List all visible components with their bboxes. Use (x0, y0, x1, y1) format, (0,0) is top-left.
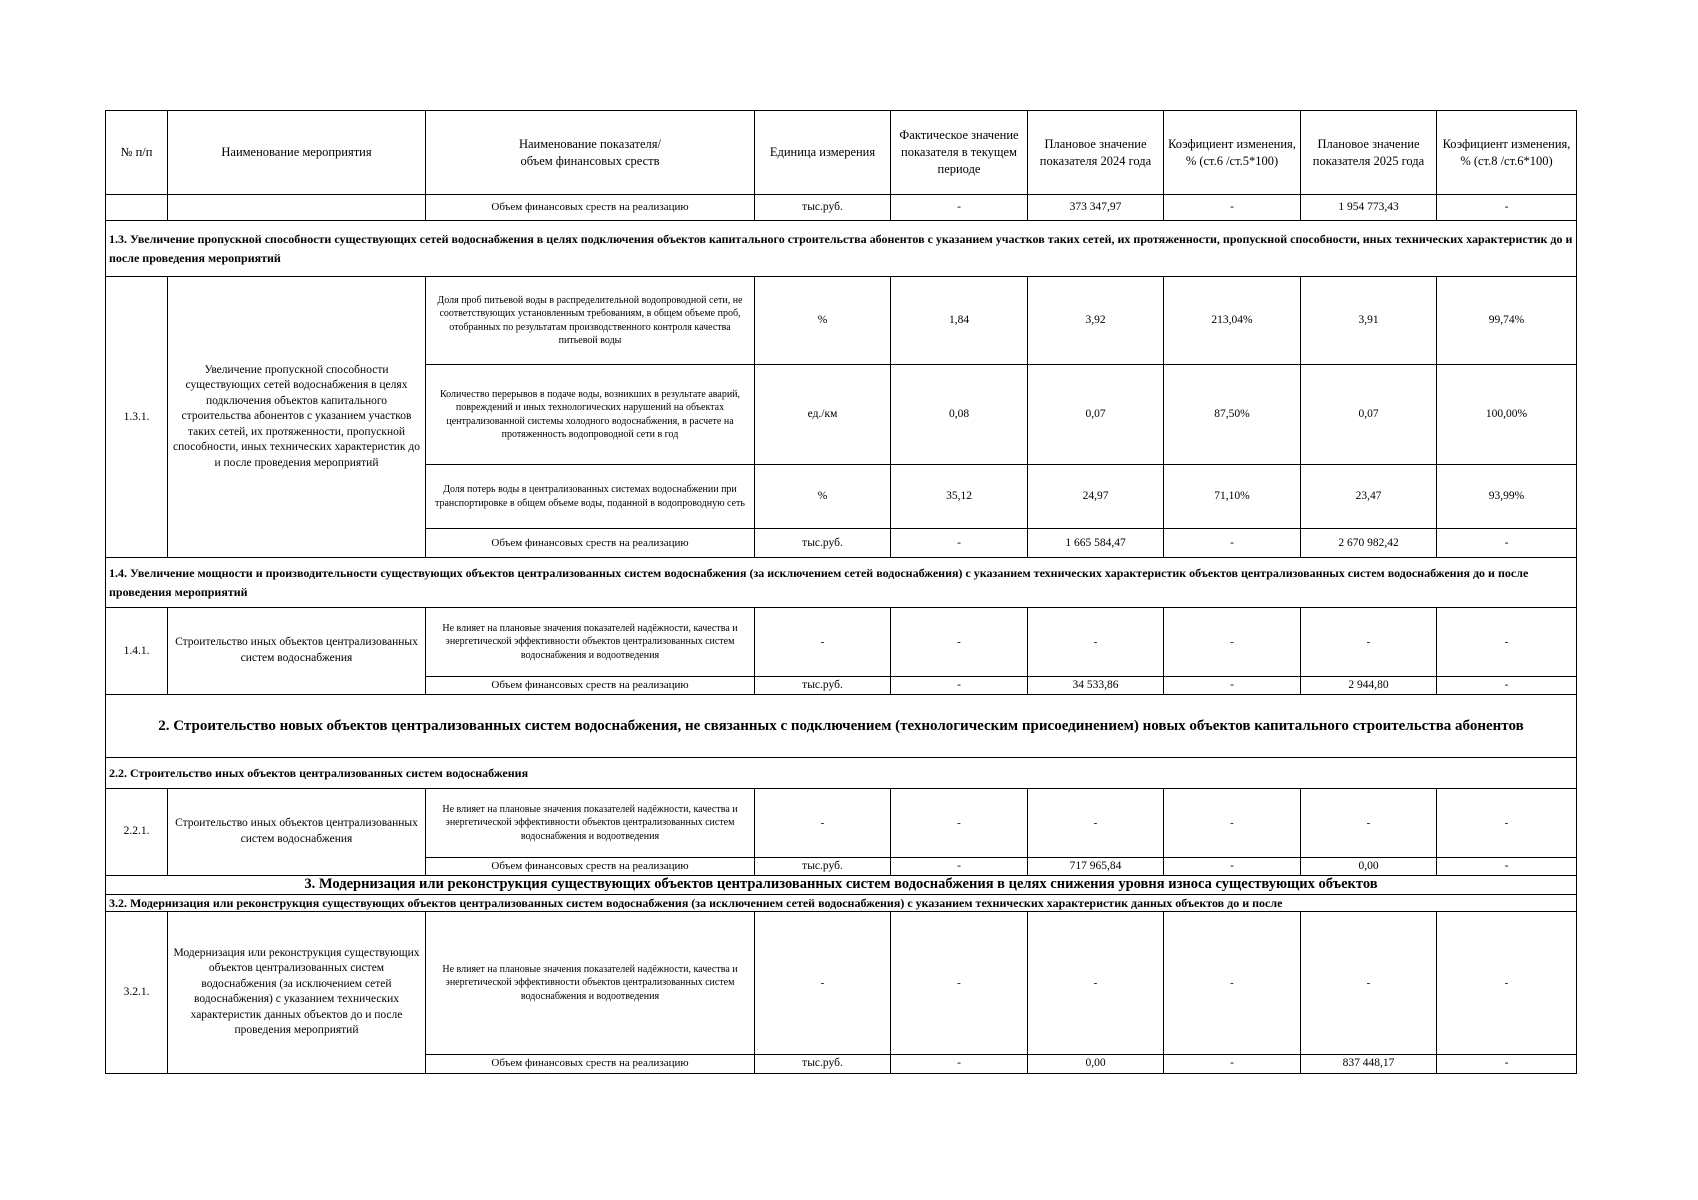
cell-indicator: Не влияет на плановые значения показателей надёжности, качества и энергетической эффективности объектов централизованных систем водоснабжения и водоотведения (426, 911, 755, 1054)
cell-indicator: Количество перерывов в подаче воды, возникших в результате аварий, повреждений и иных технологических нарушений на объектах централизованной системы холодного водоснабжения, в расчете на протяженность водопроводной сети в год (426, 365, 755, 465)
cell-plan-2025: - (1301, 911, 1437, 1054)
cell-actual: 0,08 (891, 365, 1028, 465)
cell-coef-1: - (1164, 788, 1301, 857)
cell-coef-1: - (1164, 529, 1301, 558)
cell-unit: - (755, 911, 891, 1054)
header-plan-2024: Плановое значение показателя 2024 года (1028, 111, 1164, 195)
item-number: 2.2.1. (106, 788, 168, 875)
header-coef-1: Коэфициент изменения, % (ст.6 /ст.5*100) (1164, 111, 1301, 195)
cell-plan-2024: 373 347,97 (1028, 195, 1164, 221)
item-activity: Строительство иных объектов централизованных систем водоснабжения (168, 788, 426, 875)
cell-actual: - (891, 677, 1028, 695)
section-row (106, 558, 1577, 608)
cell-actual: - (891, 529, 1028, 558)
cell-unit: ед./км (755, 365, 891, 465)
cell-coef-1: - (1164, 857, 1301, 875)
table-row (106, 911, 1577, 1054)
cell-coef-2: - (1437, 608, 1577, 677)
cell-actual: - (891, 788, 1028, 857)
cell-plan-2025: 1 954 773,43 (1301, 195, 1437, 221)
cell-plan-2024: 717 965,84 (1028, 857, 1164, 875)
cell-plan-2025: - (1301, 608, 1437, 677)
cell-plan-2025: 0,00 (1301, 857, 1437, 875)
cell-coef-2: - (1437, 529, 1577, 558)
cell-plan-2025: 2 670 982,42 (1301, 529, 1437, 558)
cell-coef-1: - (1164, 195, 1301, 221)
cell-unit: - (755, 788, 891, 857)
report-sheet (105, 110, 1576, 1074)
cell-coef-1: - (1164, 911, 1301, 1054)
cell-coef-2: - (1437, 788, 1577, 857)
section-row (106, 757, 1577, 788)
section-heading-2-2: 2.2. Строительство иных объектов централизованных систем водоснабжения (106, 757, 1577, 788)
item-number: 3.2.1. (106, 911, 168, 1073)
cell-indicator: Объем финансовых среств на реализацию (426, 195, 755, 221)
cell-indicator: Объем финансовых среств на реализацию (426, 529, 755, 558)
header-coef-2: Коэфициент изменения, % (ст.8 /ст.6*100) (1437, 111, 1577, 195)
item-number: 1.4.1. (106, 608, 168, 695)
item-activity: Строительство иных объектов централизованных систем водоснабжения (168, 608, 426, 695)
cell-plan-2024: - (1028, 788, 1164, 857)
cell-unit: тыс.руб. (755, 677, 891, 695)
cell-actual: - (891, 1054, 1028, 1073)
cell-plan-2024: 0,00 (1028, 1054, 1164, 1073)
cell-coef-2: 99,74% (1437, 277, 1577, 365)
cell-actual: - (891, 857, 1028, 875)
cell-plan-2025: 23,47 (1301, 465, 1437, 529)
section-row (106, 221, 1577, 277)
header-indicator: Наименование показателя/ объем финансовых среств (426, 111, 755, 195)
section-row (106, 875, 1577, 894)
cell-plan-2024: - (1028, 911, 1164, 1054)
cell-coef-1: 71,10% (1164, 465, 1301, 529)
cell-unit: тыс.руб. (755, 1054, 891, 1073)
cell-unit: тыс.руб. (755, 529, 891, 558)
cell-plan-2025: - (1301, 788, 1437, 857)
item-activity: Увеличение пропускной способности существующих сетей водоснабжения в целях подключения объектов капитального строительства абонентов с указанием участков таких сетей, их протяженности, пропускной способности, иных технических характеристик до и после проведения мероприятий (168, 277, 426, 558)
cell-actual: 1,84 (891, 277, 1028, 365)
cell-plan-2025: 0,07 (1301, 365, 1437, 465)
cell-indicator: Доля потерь воды в централизованных системах водоснабжении при транспортировке в общем объеме воды, поданной в водопроводную сеть (426, 465, 755, 529)
cell-coef-2: - (1437, 857, 1577, 875)
cell-indicator: Объем финансовых среств на реализацию (426, 857, 755, 875)
cell-unit: % (755, 465, 891, 529)
cell-coef-1: - (1164, 677, 1301, 695)
section-heading-1-3: 1.3. Увеличение пропускной способности существующих сетей водоснабжения в целях подключения объектов капитального строительства абонентов с указанием участков таких сетей, их протяженности, пропускной способности, иных технических характеристик до и после проведения мероприятий (106, 221, 1577, 277)
section-row (106, 694, 1577, 757)
header-no: № п/п (106, 111, 168, 195)
cell-coef-1: - (1164, 608, 1301, 677)
table-row (106, 608, 1577, 677)
cell-indicator: Не влияет на плановые значения показателей надёжности, качества и энергетической эффективности объектов централизованных систем водоснабжения и водоотведения (426, 608, 755, 677)
cell-plan-2025: 837 448,17 (1301, 1054, 1437, 1073)
header-row (106, 111, 1577, 195)
section-row (106, 894, 1577, 911)
header-activity: Наименование мероприятия (168, 111, 426, 195)
section-heading-2: 2. Строительство новых объектов централизованных систем водоснабжения, не связанных с подключением (технологическим присоединением) новых объектов капитального строительства абонентов (106, 694, 1577, 757)
cell-plan-2024: 24,97 (1028, 465, 1164, 529)
cell-unit: тыс.руб. (755, 857, 891, 875)
cell-no (106, 195, 168, 221)
cell-coef-2: - (1437, 1054, 1577, 1073)
section-heading-3: 3. Модернизация или реконструкция существующих объектов централизованных систем водоснабжения в целях снижения уровня износа существующих объектов (106, 875, 1577, 894)
cell-indicator: Объем финансовых среств на реализацию (426, 1054, 755, 1073)
cell-coef-2: - (1437, 195, 1577, 221)
cell-actual: - (891, 195, 1028, 221)
cell-coef-2: - (1437, 911, 1577, 1054)
table-row (106, 277, 1577, 365)
header-plan-2025: Плановое значение показателя 2025 года (1301, 111, 1437, 195)
cell-unit: % (755, 277, 891, 365)
section-heading-3-2: 3.2. Модернизация или реконструкция существующих объектов централизованных систем водоснабжения (за исключением сетей водоснабжения) с указанием технических характеристик данных объектов до и после (106, 894, 1577, 911)
cell-indicator: Не влияет на плановые значения показателей надёжности, качества и энергетической эффективности объектов централизованных систем водоснабжения и водоотведения (426, 788, 755, 857)
table-row (106, 195, 1577, 221)
cell-coef-1: 87,50% (1164, 365, 1301, 465)
cell-actual: 35,12 (891, 465, 1028, 529)
cell-plan-2024: 0,07 (1028, 365, 1164, 465)
cell-plan-2024: 3,92 (1028, 277, 1164, 365)
cell-plan-2025: 2 944,80 (1301, 677, 1437, 695)
header-actual: Фактическое значение показателя в текущем периоде (891, 111, 1028, 195)
section-heading-1-4: 1.4. Увеличение мощности и производительности существующих объектов централизованных систем водоснабжения (за исключением сетей водоснабжения) с указанием технических характеристик объектов централизованных систем водоснабжения до и после проведения мероприятий (106, 558, 1577, 608)
item-number: 1.3.1. (106, 277, 168, 558)
cell-unit: - (755, 608, 891, 677)
cell-plan-2024: 34 533,86 (1028, 677, 1164, 695)
cell-indicator: Объем финансовых среств на реализацию (426, 677, 755, 695)
cell-indicator: Доля проб питьевой воды в распределительной водопроводной сети, не соответствующих установленным требованиям, в общем объеме проб, отобранных по результатам производственного контроля качества питьевой воды (426, 277, 755, 365)
cell-actual: - (891, 608, 1028, 677)
cell-coef-2: 93,99% (1437, 465, 1577, 529)
cell-plan-2024: 1 665 584,47 (1028, 529, 1164, 558)
item-activity: Модернизация или реконструкция существующих объектов централизованных систем водоснабжения (за исключением сетей водоснабжения) с указанием технических характеристик данных объектов до и после проведения мероприятий (168, 911, 426, 1073)
cell-coef-1: 213,04% (1164, 277, 1301, 365)
cell-plan-2024: - (1028, 608, 1164, 677)
cell-coef-2: 100,00% (1437, 365, 1577, 465)
investment-program-table (105, 110, 1577, 1074)
header-unit: Единица измерения (755, 111, 891, 195)
cell-actual: - (891, 911, 1028, 1054)
cell-plan-2025: 3,91 (1301, 277, 1437, 365)
cell-activity (168, 195, 426, 221)
table-row (106, 788, 1577, 857)
cell-unit: тыс.руб. (755, 195, 891, 221)
cell-coef-2: - (1437, 677, 1577, 695)
cell-coef-1: - (1164, 1054, 1301, 1073)
